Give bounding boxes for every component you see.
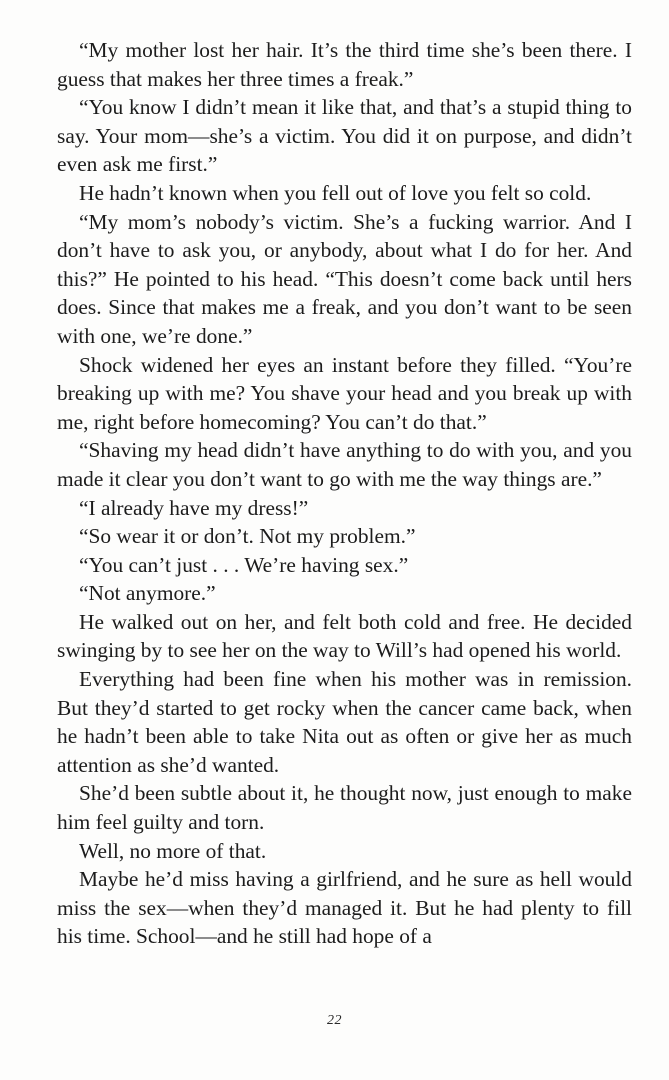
paragraph: He hadn’t known when you fell out of love you felt so cold. [79, 180, 592, 205]
paragraph: “My mother lost her hair. It’s the third time she’s been there. I guess that makes her three times a freak.” [57, 38, 632, 91]
paragraph: “You know I didn’t mean it like that, and that’s a stupid thing to say. Your mom—she’s a victim. You did it on purpose, and didn’t even ask me first.” [57, 95, 632, 177]
paragraph: Well, no more of that. [79, 838, 267, 863]
paragraph: Everything had been fine when his mother was in remission. But they’d started to get rocky when the cancer came back, when he hadn’t been able to take Nita out as often or give her as much attention as she’d wanted. [57, 667, 632, 777]
body-text [57, 36, 632, 951]
paragraph: Shock widened her eyes an instant before they filled. “You’re breaking up with me? You shave your head and you break up with me, right before homecoming? You can’t do that.” [57, 352, 632, 434]
paragraph: “Shaving my head didn’t have anything to do with you, and you made it clear you don’t want to go with me the way things are.” [57, 438, 632, 491]
paragraph: “So wear it or don’t. Not my problem.” [79, 524, 416, 549]
paragraph: Maybe he’d miss having a girlfriend, and he sure as hell would miss the sex—when they’d managed it. But he had plenty to fill his time. School—and he still had hope of a [57, 867, 632, 949]
paragraph: “Not anymore.” [79, 581, 216, 606]
paragraph: “You can’t just . . . We’re having sex.” [79, 552, 409, 577]
paragraph: She’d been subtle about it, he thought now, just enough to make him feel guilty and torn. [57, 781, 632, 835]
page-number: 22 [327, 1013, 342, 1028]
paragraph: He walked out on her, and felt both cold and free. He decided swinging by to see her on the way to Will’s had opened his world. [57, 609, 632, 663]
paragraph: “My mom’s nobody’s victim. She’s a fucking warrior. And I don’t have to ask you, or anybody, about what I do for her. And this?” He pointed to his head. “This doesn’t come back until hers does. Since that makes me a freak, and you don’t want to be seen with one, we’re done.” [57, 209, 632, 348]
paragraph: “I already have my dress!” [79, 495, 309, 520]
